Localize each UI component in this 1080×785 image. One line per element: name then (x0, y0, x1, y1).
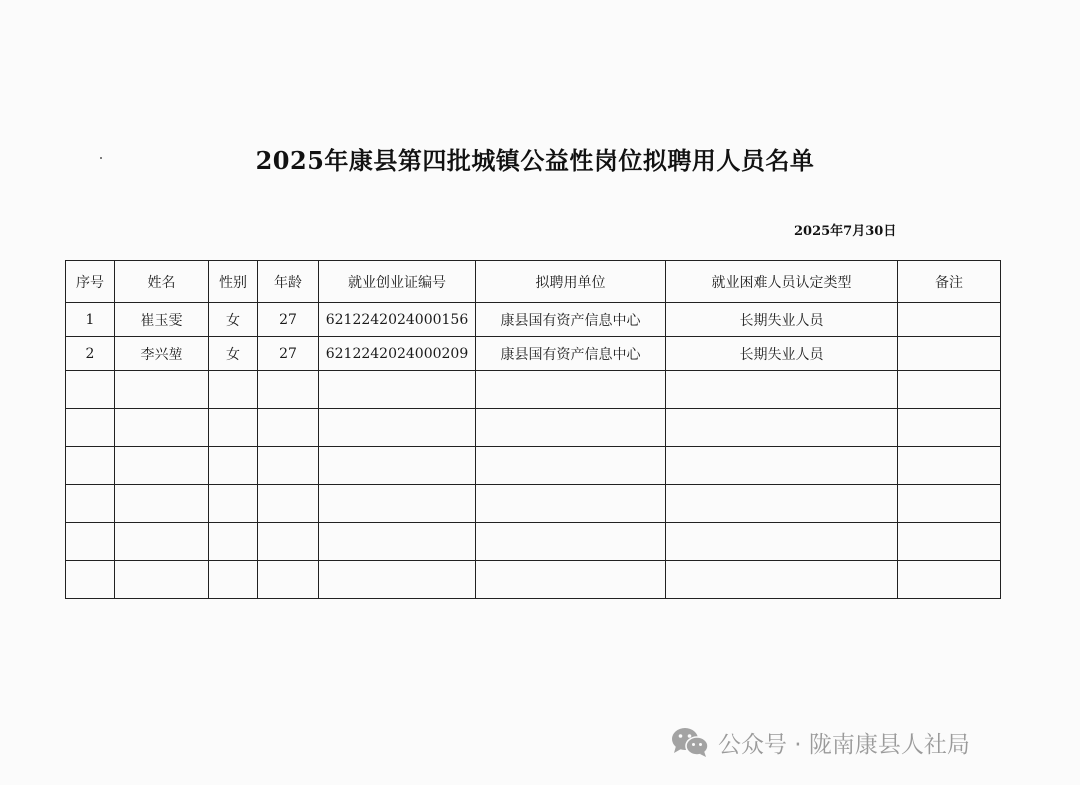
cell-remarks (898, 303, 1001, 337)
empty-cell (666, 485, 898, 523)
empty-cell (258, 485, 319, 523)
table-row (66, 303, 1001, 337)
empty-cell (209, 371, 258, 409)
wechat-icon (670, 725, 710, 759)
page-title: 2025年康县第四批城镇公益性岗位拟聘用人员名单 (255, 146, 815, 175)
empty-cell (319, 485, 476, 523)
header-name: 姓名 (115, 261, 209, 303)
empty-cell (258, 561, 319, 599)
cell-seq: 1 (66, 303, 115, 337)
empty-cell (115, 371, 209, 409)
empty-cell (666, 409, 898, 447)
empty-cell (66, 447, 115, 485)
empty-cell (66, 485, 115, 523)
empty-table-row (66, 371, 1001, 409)
hiring-roster-table (65, 260, 1001, 599)
empty-cell (476, 409, 666, 447)
empty-cell (115, 523, 209, 561)
empty-cell (319, 447, 476, 485)
cell-remarks (898, 337, 1001, 371)
cell-difficulty-type: 长期失业人员 (666, 303, 898, 337)
empty-cell (115, 409, 209, 447)
watermark-label: 公众号 · 陇南康县人社局 (718, 731, 970, 758)
empty-cell (319, 371, 476, 409)
empty-cell (319, 561, 476, 599)
empty-cell (258, 409, 319, 447)
header-age: 年龄 (258, 261, 319, 303)
empty-cell (209, 485, 258, 523)
cell-age: 27 (258, 337, 319, 371)
empty-cell (209, 523, 258, 561)
empty-table-row (66, 447, 1001, 485)
empty-table-row (66, 409, 1001, 447)
empty-cell (898, 523, 1001, 561)
empty-cell (476, 371, 666, 409)
header-cert-number: 就业创业证编号 (319, 261, 476, 303)
empty-cell (258, 371, 319, 409)
cell-unit: 康县国有资产信息中心 (476, 303, 666, 337)
header-seq: 序号 (66, 261, 115, 303)
empty-cell (666, 447, 898, 485)
wechat-watermark (670, 722, 970, 762)
empty-cell (115, 561, 209, 599)
cell-name: 崔玉雯 (115, 303, 209, 337)
header-remarks: 备注 (898, 261, 1001, 303)
document-date: 2025年7月30日 (794, 224, 897, 239)
empty-cell (666, 371, 898, 409)
empty-cell (476, 447, 666, 485)
empty-cell (258, 447, 319, 485)
header-difficulty-type: 就业困难人员认定类型 (666, 261, 898, 303)
empty-cell (319, 409, 476, 447)
cell-cert-number: 6212242024000156 (319, 303, 476, 337)
empty-cell (66, 409, 115, 447)
empty-cell (115, 447, 209, 485)
table-row (66, 337, 1001, 371)
empty-cell (898, 409, 1001, 447)
empty-cell (476, 485, 666, 523)
empty-cell (209, 409, 258, 447)
empty-cell (476, 523, 666, 561)
cell-difficulty-type: 长期失业人员 (666, 337, 898, 371)
cell-name: 李兴堃 (115, 337, 209, 371)
cell-gender: 女 (209, 303, 258, 337)
table-header-row (66, 261, 1001, 303)
empty-cell (898, 371, 1001, 409)
empty-cell (319, 523, 476, 561)
cell-seq: 2 (66, 337, 115, 371)
empty-cell (209, 447, 258, 485)
header-unit: 拟聘用单位 (476, 261, 666, 303)
header-gender: 性别 (209, 261, 258, 303)
empty-cell (898, 561, 1001, 599)
empty-cell (258, 523, 319, 561)
empty-cell (898, 485, 1001, 523)
cell-age: 27 (258, 303, 319, 337)
empty-table-row (66, 523, 1001, 561)
empty-cell (66, 561, 115, 599)
empty-cell (115, 485, 209, 523)
empty-cell (666, 523, 898, 561)
cell-unit: 康县国有资产信息中心 (476, 337, 666, 371)
cell-gender: 女 (209, 337, 258, 371)
empty-cell (66, 371, 115, 409)
empty-table-row (66, 561, 1001, 599)
cell-cert-number: 6212242024000209 (319, 337, 476, 371)
empty-cell (66, 523, 115, 561)
empty-cell (476, 561, 666, 599)
empty-table-row (66, 485, 1001, 523)
empty-cell (666, 561, 898, 599)
empty-cell (209, 561, 258, 599)
empty-cell (898, 447, 1001, 485)
